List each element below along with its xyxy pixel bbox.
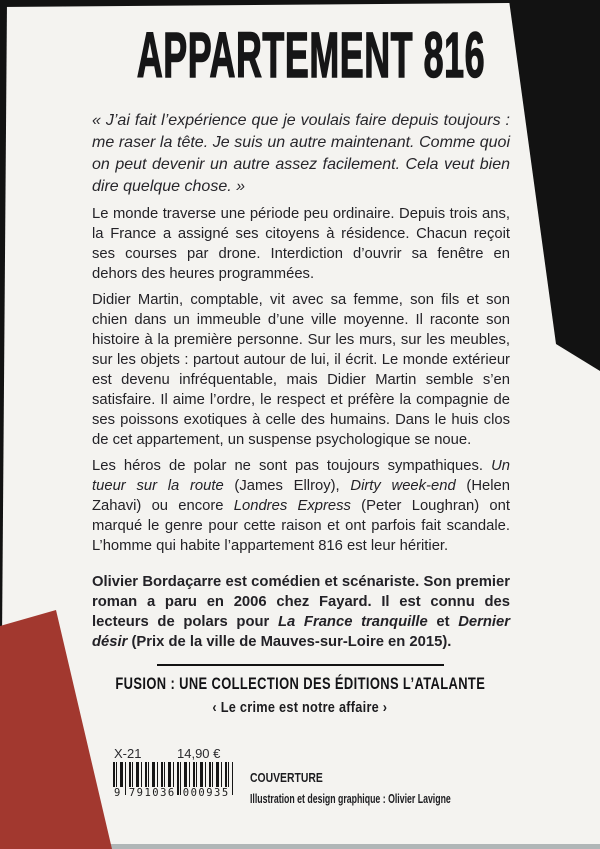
back-cover-text (92, 110, 510, 652)
cover-credits (250, 769, 537, 808)
credits-line: Illustration et design graphique : Olivier Lavigne (250, 792, 451, 806)
collection-line: FUSION : UNE COLLECTION DES ÉDITIONS L’ATALANTE (115, 674, 485, 693)
title-row (0, 19, 600, 91)
synopsis-paragraph: Le monde traverse une période peu ordinaire. Depuis trois ans, la France a assigné ses citoyens à résidence. Chacun reçoit ses courses par drone. Interdiction d’ouvrir sa fenêtre en dehors des heures programmées. (92, 206, 510, 282)
epigraph-quote: « J’ai fait l’expérience que je voulais faire depuis toujours : me raser la tête. Je suis un autre maintenant. Comme quoi on peut devenir un autre assez facilement. Cela veut bien dire quelque chose. » (92, 112, 510, 195)
tagline-row (0, 699, 600, 717)
credits-label: COUVERTURE (250, 770, 323, 785)
collection-tagline: ‹ Le crime est notre affaire › (212, 699, 388, 716)
genre-note-paragraph: Les héros de polar ne sont pas toujours sympathiques. Un tueur sur la route (James Ellroy), Dirty week-end (Helen Zahavi) ou encore Londres Express (Peter Loughran) ont marqué le genre pour cette raison et ont parfois fait scandale. L’homme qui habite l’appartement 816 est leur héritier. (92, 458, 510, 554)
collection-row (0, 674, 600, 694)
barcode-digit-group: 000935 (182, 787, 230, 799)
synopsis-paragraph: Didier Martin, comptable, vit avec sa femme, son fils et son chien dans un immeuble d’une ville moyenne. Il raconte son histoire à la première personne. Sur les murs, sur les meubles, sur les objets : partout autour de lui, il écrit. Le monde extérieur est devenu infréquentable, mais Didier Martin semble s’en satisfaire. Il aime l’ordre, le respect et préfère la compagnie de ses poissons exotiques à celle des humains. Dans le huis clos de cet appartement, un suspense psychologique se noue. (92, 292, 510, 448)
author-bio: Olivier Bordaçarre est comédien et scénariste. Son premier roman a paru en 2006 chez Fayard. Il est connu des lecteurs de polars pour La France tranquille et Dernier désir (Prix de la ville de Mauves-sur-Loire en 2015). (92, 574, 510, 650)
book-title: APPARTEMENT 816 (136, 19, 486, 91)
barcode-digit-group: 791036 (128, 787, 176, 799)
price: 14,90 € (177, 746, 221, 761)
reference-code: X-21 (114, 746, 142, 761)
barcode (113, 762, 233, 799)
barcode-digits (113, 787, 233, 799)
divider-line (157, 664, 444, 666)
barcode-digit-lead: 9 (114, 787, 122, 799)
